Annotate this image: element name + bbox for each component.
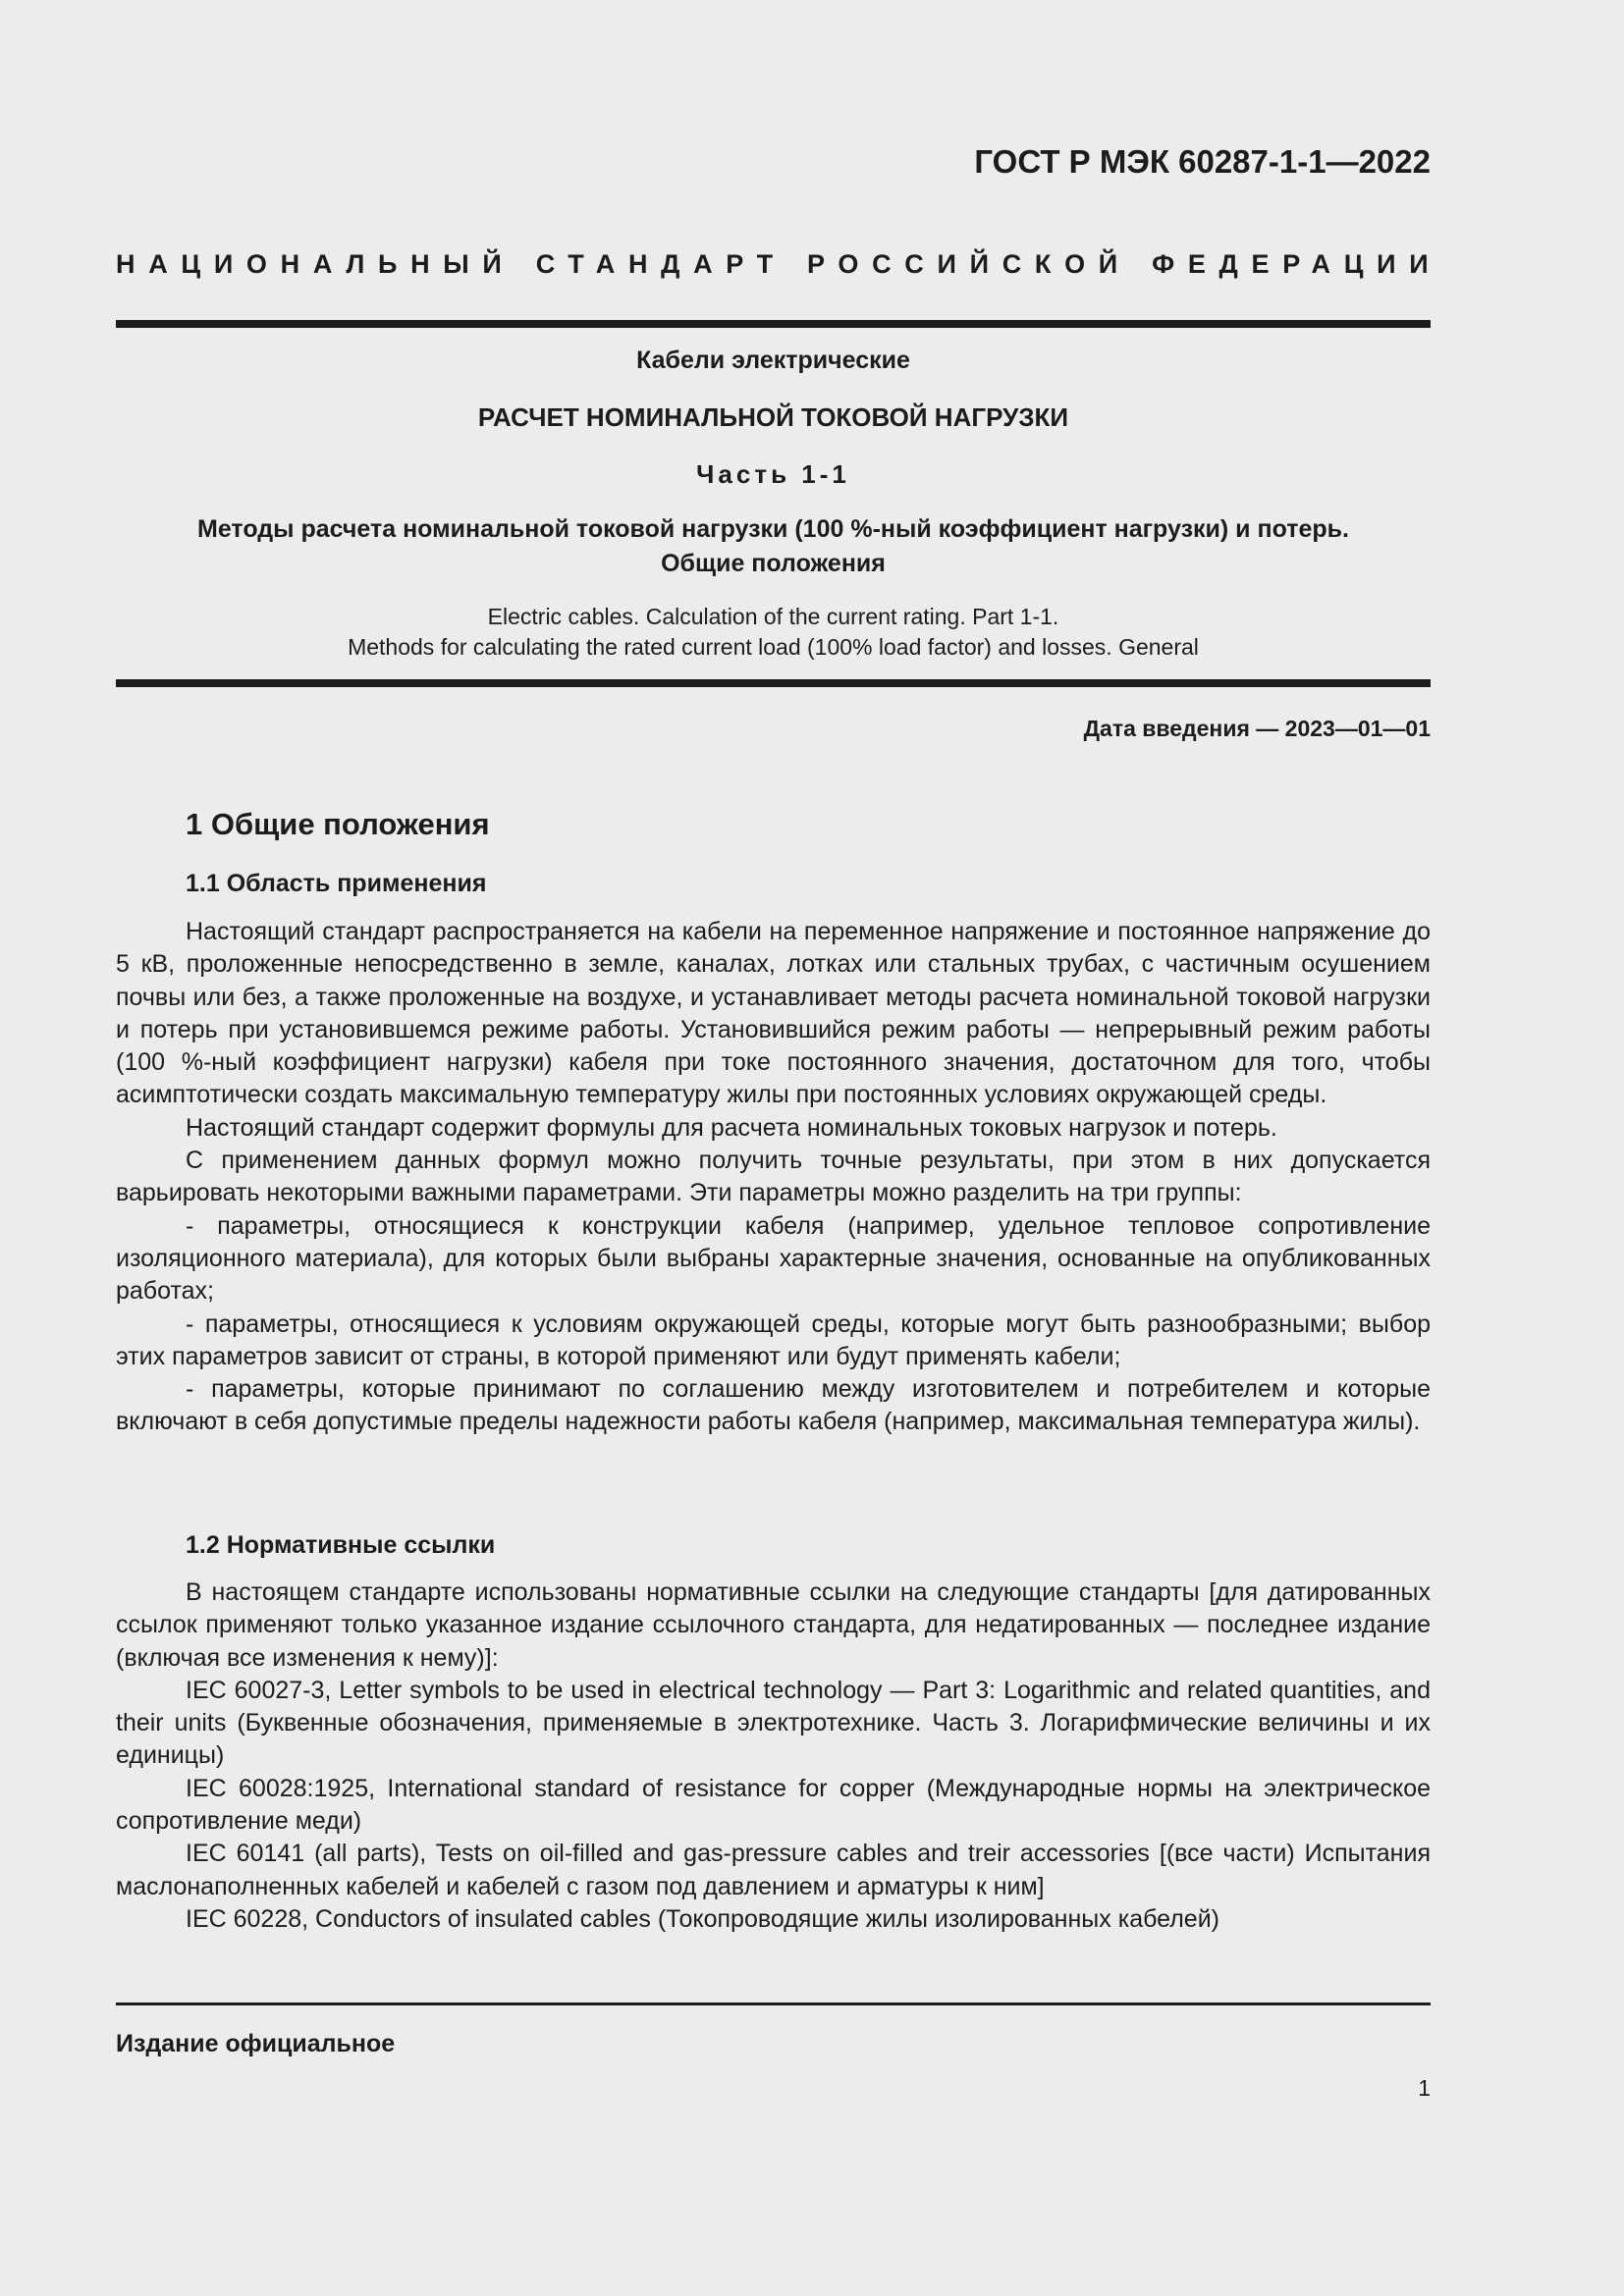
reference-item: IEC 60141 (all parts), Tests on oil-filled and gas-pressure cables and treir accessories [(все части) Испытания маслонаполненных кабелей и кабелей с газом под давлением и арматуры к ним] bbox=[116, 1840, 1431, 1900]
paragraph: С применением данных формул можно получить точные результаты, при этом в них допускается варьировать некоторыми важными параметрами. Эти параметры можно разделить на три группы: bbox=[116, 1147, 1431, 1207]
paragraph: Настоящий стандарт распространяется на кабели на переменное напряжение и постоянное напряжение до 5 кВ, проложенные непосредственно в земле, каналах, лотках или стальных трубах, с частичным осушением почвы или без, а также проложенные на воздухе, и устанавливает методы расчета номинальной токовой нагрузки и потерь при установившемся режиме работы. Установившийся режим работы — непрерывный режим работы (100 %-ный коэффициент нагрузки) кабеля при токе постоянного значения, достаточном для того, чтобы асимптотически создать максимальную температуру жилы при постоянных условиях окружающей среды. bbox=[116, 918, 1431, 1109]
list-item: - параметры, которые принимают по соглашению между изготовителем и потребителем и которые включают в себя допустимые пределы надежности работы кабеля (например, максимальная температура жилы). bbox=[116, 1375, 1431, 1436]
page-number: 1 bbox=[1418, 2075, 1431, 2101]
title-part: Часть 1-1 bbox=[696, 459, 850, 489]
title-main: РАСЧЕТ НОМИНАЛЬНОЙ ТОКОВОЙ НАГРУЗКИ bbox=[477, 402, 1069, 432]
national-standard-label: НАЦИОНАЛЬНЫЙ СТАНДАРТ РОССИЙСКОЙ ФЕДЕРАЦИИ bbox=[116, 249, 1442, 279]
paragraph: В настоящем стандарте использованы нормативные ссылки на следующие стандарты [для датированных ссылок применяют только указанное издание ссылочного стандарта, для недатированных — последнее издание (включая все изменения к нему)]: bbox=[116, 1578, 1431, 1672]
section-1-2-body bbox=[116, 1576, 1431, 1936]
footer-divider bbox=[116, 2002, 1431, 2005]
subtitle-line-1: Методы расчета номинальной токовой нагрузки (100 %-ный коэффициент нагрузки) и потерь. bbox=[197, 515, 1349, 543]
list-item: - параметры, относящиеся к условиям окружающей среды, которые могут быть разнообразными; выбор этих параметров зависит от страны, в которой применяют или будут применять кабели; bbox=[116, 1309, 1431, 1370]
section-1-1-body bbox=[116, 916, 1431, 1439]
list-item: - параметры, относящиеся к конструкции кабеля (например, удельное тепловое сопротивление изоляционного материала), для которых были выбраны характерные значения, основанные на опубликованных работах; bbox=[116, 1211, 1431, 1306]
standard-number: ГОСТ Р МЭК 60287-1-1—2022 bbox=[974, 143, 1431, 180]
official-edition-label: Издание официальное bbox=[116, 2030, 396, 2057]
reference-item: IEC 60028:1925, International standard of resistance for copper (Международные нормы на электрическое сопротивление меди) bbox=[116, 1774, 1431, 1836]
subtitle-line-2: Общие положения bbox=[661, 550, 886, 577]
english-title-line-1: Electric cables. Calculation of the current rating. Part 1-1. bbox=[487, 604, 1059, 629]
reference-item: IEC 60228, Conductors of insulated cables (Токопроводящие жилы изолированных кабелей) bbox=[186, 1904, 1219, 1933]
section-1-1-heading: 1.1 Область применения bbox=[186, 870, 487, 897]
english-title bbox=[116, 602, 1431, 663]
introduction-date: Дата введения — 2023—01—01 bbox=[1083, 716, 1431, 741]
title-cables: Кабели электрические bbox=[636, 347, 910, 374]
title-subtitle bbox=[116, 512, 1431, 581]
section-1-2-heading: 1.2 Нормативные ссылки bbox=[186, 1531, 496, 1559]
top-divider bbox=[116, 320, 1431, 328]
english-title-line-2: Methods for calculating the rated current load (100% load factor) and losses. General bbox=[348, 634, 1199, 660]
reference-item: IEC 60027-3, Letter symbols to be used in electrical technology — Part 3: Logarithmic and related quantities, and their units (Буквенные обозначения, применяемые в электротехнике. Часть 3. Логарифмические величины и их единицы) bbox=[116, 1676, 1431, 1770]
paragraph: Настоящий стандарт содержит формулы для расчета номинальных токовых нагрузок и потерь. bbox=[186, 1113, 1277, 1142]
section-1-heading: 1 Общие положения bbox=[186, 807, 490, 841]
title-bottom-divider bbox=[116, 679, 1431, 687]
